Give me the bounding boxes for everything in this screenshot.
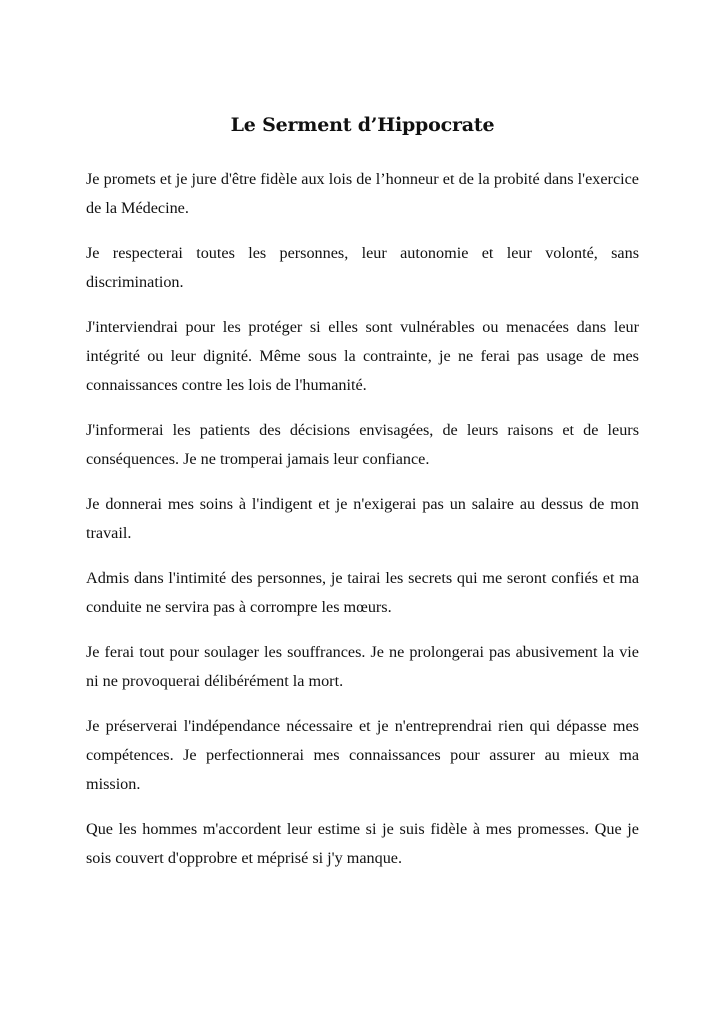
paragraph-9: Que les hommes m'accordent leur estime si je suis fidèle à mes promesses. Que je sois couvert d'opprobre et méprisé si j'y manque.	[86, 820, 639, 867]
paragraph-1: Je promets et je jure d'être fidèle aux lois de l’honneur et de la probité dans l'exercice de la Médecine.	[86, 170, 639, 217]
paragraph-8: Je préserverai l'indépendance nécessaire et je n'entreprendrai rien qui dépasse mes compétences. Je perfectionnerai mes connaissances pour assurer au mieux ma mission.	[86, 717, 639, 793]
page-title: Le Serment d’Hippocrate	[230, 113, 495, 136]
paragraph-7: Je ferai tout pour soulager les souffrances. Je ne prolongerai pas abusivement la vie ni ne provoquerai délibérément la mort.	[86, 643, 639, 690]
paragraph-6: Admis dans l'intimité des personnes, je tairai les secrets qui me seront confiés et ma conduite ne servira pas à corrompre les mœurs.	[86, 569, 639, 616]
paragraph-2: Je respecterai toutes les personnes, leur autonomie et leur volonté, sans discrimination.	[86, 244, 639, 291]
paragraph-3: J'interviendrai pour les protéger si elles sont vulnérables ou menacées dans leur intégrité ou leur dignité. Même sous la contrainte, je ne ferai pas usage de mes connaissances contre les lois de l'humanité.	[86, 318, 639, 394]
paragraph-4: J'informerai les patients des décisions envisagées, de leurs raisons et de leurs conséquences. Je ne tromperai jamais leur confiance.	[86, 421, 639, 468]
document-body	[86, 165, 639, 889]
paragraph-5: Je donnerai mes soins à l'indigent et je n'exigerai pas un salaire au dessus de mon travail.	[86, 495, 639, 542]
